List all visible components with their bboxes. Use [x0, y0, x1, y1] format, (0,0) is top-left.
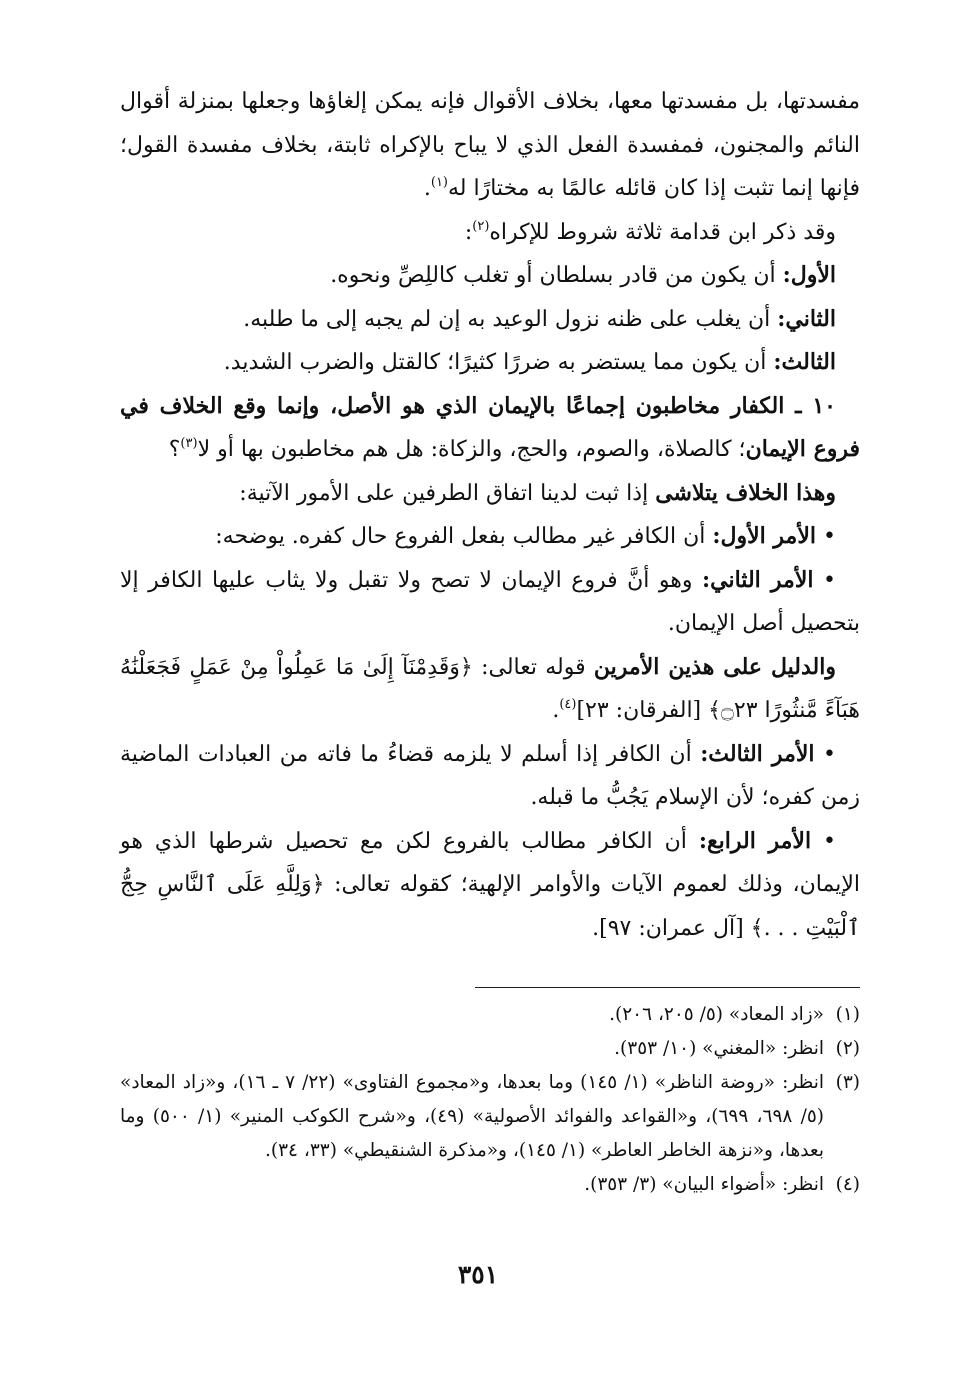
rule-10: [120, 385, 860, 472]
footnote-2-number: (٢): [835, 1038, 860, 1059]
paragraph-dissolve: [120, 472, 860, 516]
footnote-4-number: (٤): [835, 1174, 860, 1195]
matter-fourth-text: أن الكافر مطالب بالفروع لكن مع تحصيل شرطها الذي هو الإيمان، وذلك لعموم الآيات والأوامر الإلهية؛ كقوله تعالى:: [120, 828, 860, 897]
paragraph-evidence: [120, 646, 860, 733]
matter-fourth-citation: [آل عمران: ٩٧].: [592, 915, 751, 941]
matter-second-label: الأمر الثاني:: [702, 566, 814, 593]
condition-first-label: الأول:: [782, 262, 836, 288]
page-number: ٣٥١: [457, 1260, 499, 1289]
evidence-end: .: [552, 698, 560, 723]
paragraph-conditions-intro: [120, 211, 860, 255]
rule-10-heading: ١٠ ـ الكفار مخاطبون إجماعًا بالإيمان الذي هو الأصل، وإنما وقع الخلاف في فروع الإيمان: [120, 392, 860, 462]
opening-text: مفسدتها، بل مفسدتها معها، بخلاف الأقوال فإنه يمكن إلغاؤها وجعلها بمنزلة أقوال النائم والمجنون، فمفسدة الفعل الذي لا يباح بالإكراه ثابتة، بخلاف مفسدة القول؛ فإنها إنما تثبت إذا كان قائله عالمًا به مختارًا له: [120, 89, 860, 201]
condition-third-label: الثالث:: [773, 349, 836, 375]
footnote-3-text: انظر: «روضة الناظر» (١/ ١٤٥) وما بعدها، و«مجموع الفتاوى» (٢٢/ ٧ ـ ١٦)، و«زاد المعاد» (٥/ ٦٩٨، ٦٩٩)، و«القواعد والفوائد الأصولية» (٤٩)، و«شرح الكوكب المنير» (١/ ٥٠٠) وما بعدها، و«نزهة الخاطر العاطر» (١/ ١٤٥)، و«مذكرة الشنقيطي» (٣٣، ٣٤).: [120, 1072, 825, 1161]
matter-first-label: الأمر الأول:: [712, 523, 817, 549]
matter-third-label: الأمر الثالث:: [700, 740, 815, 767]
footnote-1-number: (١): [835, 1004, 860, 1025]
rule-10-end: ؟: [168, 437, 181, 462]
matter-third-text: أن الكافر إذا أسلم لا يلزمه قضاءُ ما فاته من العبادات الماضية زمن كفره؛ لأن الإسلام يَجُبُّ ما قبله.: [120, 741, 860, 810]
footnote-1: [120, 998, 860, 1032]
dissolve-text: إذا ثبت لدينا اتفاق الطرفين على الأمور الآتية:: [239, 480, 656, 506]
condition-first-text: أن يكون من قادر بسلطان أو تغلب كاللِصِّ ونحوه.: [330, 263, 783, 288]
footnote-ref-1[interactable]: (١): [430, 175, 448, 190]
condition-first: [120, 254, 860, 298]
footnote-2: [120, 1032, 860, 1066]
footnote-3-number: (٣): [835, 1072, 860, 1093]
evidence-citation: [الفرقان: ٢٣]: [576, 698, 709, 723]
footnote-ref-3[interactable]: (٣): [180, 436, 198, 451]
condition-third-text: أن يكون مما يستضر به ضررًا كثيرًا؛ كالقتل والضرب الشديد.: [223, 350, 774, 375]
evidence-bold: والدليل على هذين الأمرين: [593, 653, 836, 680]
matter-third: • الأمر الثالث: أن الكافر إذا أسلم لا يلزمه قضاءُ ما فاته من العبادات الماضية زمن كفره؛ لأن الإسلام يَجُبُّ ما قبله.: [120, 740, 860, 810]
conditions-intro-end: :: [464, 219, 473, 245]
paragraph-opening: [120, 80, 860, 211]
evidence-quran-verse: ﴿وَقَدِمْنَآ إِلَىٰ مَا عَمِلُواْ مِنْ عَمَلٍ فَجَعَلْنَٰهُ هَبَآءً مَّنثُورًا ۝٢٣﴾: [120, 654, 860, 723]
matter-first-text: أن الكافر غير مطالب بفعل الفروع حال كفره. يوضحه:: [215, 524, 713, 549]
footnote-4-text: انظر: «أضواء البيان» (٣/ ٣٥٣).: [584, 1174, 824, 1195]
matter-first: • الأمر الأول: أن الكافر غير مطالب بفعل الفروع حال كفره. يوضحه:: [215, 523, 836, 549]
footnote-3: [120, 1066, 860, 1168]
rule-10-text: ؛ كالصلاة، والصوم، والحج، والزكاة: هل هم مخاطبون بها أو لا: [197, 437, 746, 462]
matter-second: • الأمر الثاني: وهو أنَّ فروع الإيمان لا تصح ولا تقبل ولا يثاب عليها الكافر إلا بتحصيل أصل الإيمان.: [120, 566, 860, 636]
footnote-4: [120, 1168, 860, 1202]
opening-end: .: [423, 176, 431, 201]
condition-second-label: الثاني:: [777, 305, 836, 332]
condition-third: [120, 341, 860, 385]
matter-fourth-label: الأمر الرابع:: [698, 827, 812, 854]
footnote-ref-4[interactable]: (٤): [559, 697, 577, 712]
conditions-intro-text: وقد ذكر ابن قدامة ثلاثة شروط للإكراه: [489, 219, 836, 245]
footnotes: [120, 998, 860, 1202]
matter-second-text: وهو أنَّ فروع الإيمان لا تصح ولا تقبل ولا يثاب عليها الكافر إلا بتحصيل أصل الإيمان.: [120, 567, 860, 636]
matter-fourth: • الأمر الرابع: أن الكافر مطالب بالفروع لكن مع تحصيل شرطها الذي هو الإيمان، وذلك لعموم الآيات والأوامر الإلهية؛ كقوله تعالى: ﴿وَلِلَّهِ عَلَى ٱلنَّاسِ حِجُّ ٱلْبَيْتِ . . .﴾ [آل عمران: ٩٧].: [120, 827, 860, 941]
main-text: [120, 80, 860, 950]
condition-second: [120, 298, 860, 342]
dissolve-bold: وهذا الخلاف يتلاشى: [655, 479, 836, 506]
footnote-1-text: «زاد المعاد» (٥/ ٢٠٥، ٢٠٦).: [609, 1004, 824, 1025]
matter-fourth-quran-verse: ﴿وَلِلَّهِ عَلَى ٱلنَّاسِ حِجُّ ٱلْبَيْتِ . . .﴾: [120, 872, 860, 941]
footnote-ref-2[interactable]: (٢): [472, 218, 490, 234]
evidence-text: قوله تعالى:: [472, 654, 594, 680]
condition-second-text: أن يغلب على ظنه نزول الوعيد به إن لم يجبه إلى ما طلبه.: [243, 306, 778, 332]
footnote-divider: [475, 987, 860, 988]
footnote-2-text: انظر: «المغني» (١٠/ ٣٥٣).: [614, 1038, 824, 1059]
